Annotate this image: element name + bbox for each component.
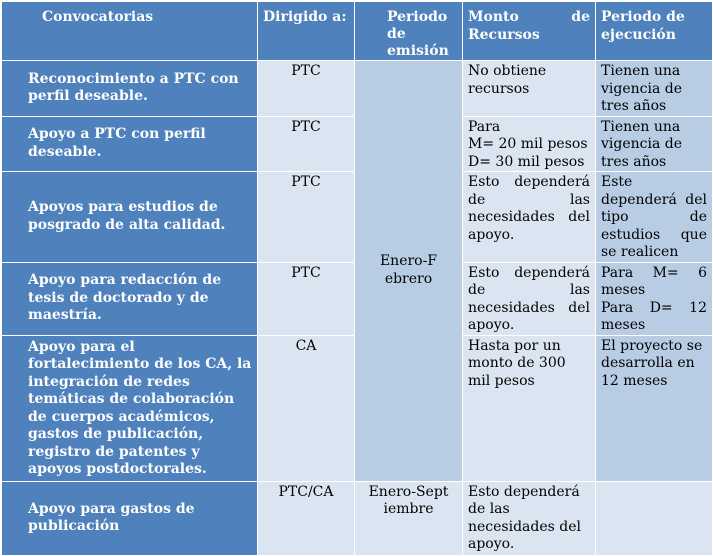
monto-line: Para bbox=[468, 118, 501, 135]
row-convocatoria: Apoyo para gastos de publicación bbox=[2, 481, 258, 555]
row-emision-merged bbox=[355, 61, 463, 482]
row-monto: Esto dependerá de las necesidades del apoyo. bbox=[463, 481, 596, 555]
row-convocatoria: Apoyo para redacción de tesis de doctorado y de maestría. bbox=[2, 262, 258, 335]
row-emision bbox=[355, 481, 463, 555]
row-ejecucion bbox=[596, 481, 713, 555]
row-dirigido: PTC/CA bbox=[258, 481, 355, 555]
row-ejecucion: El proyecto se desarrolla en 12 meses bbox=[596, 335, 713, 481]
monto-line: D= 30 mil pesos bbox=[468, 153, 585, 170]
header-row bbox=[2, 2, 713, 61]
header-monto-text: Monto de Recursos bbox=[468, 9, 590, 43]
row-monto: Hasta por un monto de 300 mil pesos bbox=[463, 335, 596, 481]
header-periodo-ejecucion bbox=[596, 2, 713, 61]
convocatorias-table bbox=[1, 1, 713, 556]
header-periodo-emision: Periodo de emisión bbox=[355, 2, 463, 61]
header-convocatorias: Convocatorias bbox=[2, 2, 258, 61]
row-monto bbox=[463, 116, 596, 172]
header-dirigido: Dirigido a: bbox=[258, 2, 355, 61]
row-ejecucion: Tienen una vigencia de tres años bbox=[596, 61, 713, 117]
header-monto bbox=[463, 2, 596, 61]
row-ejecucion bbox=[596, 262, 713, 335]
row-convocatoria: Reconocimiento a PTC con perfil deseable. bbox=[2, 61, 258, 117]
row-convocatoria: Apoyo a PTC con perfil deseable. bbox=[2, 116, 258, 172]
emision-text: Enero-Septiembre bbox=[368, 483, 449, 517]
table-row bbox=[2, 481, 713, 555]
monto-line: M= 20 mil pesos bbox=[468, 136, 588, 152]
row-ejecucion: Tienen una vigencia de tres años bbox=[596, 116, 713, 172]
row-dirigido: PTC bbox=[258, 61, 355, 117]
ejecucion-line: Para D= 12 meses bbox=[601, 299, 707, 333]
row-dirigido: PTC bbox=[258, 262, 355, 335]
row-dirigido: PTC bbox=[258, 116, 355, 172]
emision-merged-text: Enero-Febrero bbox=[379, 253, 438, 287]
table-row bbox=[2, 61, 713, 117]
row-convocatoria: Apoyos para estudios de posgrado de alta calidad. bbox=[2, 172, 258, 263]
row-monto: Esto dependerá de las necesidades del apoyo. bbox=[463, 172, 596, 263]
row-ejecucion: Este dependerá del tipo de estudios que se realicen bbox=[596, 172, 713, 263]
ejecucion-line: Para M= 6 meses bbox=[601, 264, 707, 298]
row-convocatoria: Apoyo para el fortalecimiento de los CA, la integración de redes temáticas de colaboración de cuerpos académicos, gastos de publicación, registro de patentes y apoyos postdoctorales. bbox=[2, 335, 258, 481]
row-monto: Esto dependerá de las necesidades del apoyo. bbox=[463, 262, 596, 335]
row-dirigido: PTC bbox=[258, 172, 355, 263]
row-monto: No obtiene recursos bbox=[463, 61, 596, 117]
row-dirigido: CA bbox=[258, 335, 355, 481]
header-ejecucion-text: Periodo de ejecución bbox=[601, 9, 685, 43]
